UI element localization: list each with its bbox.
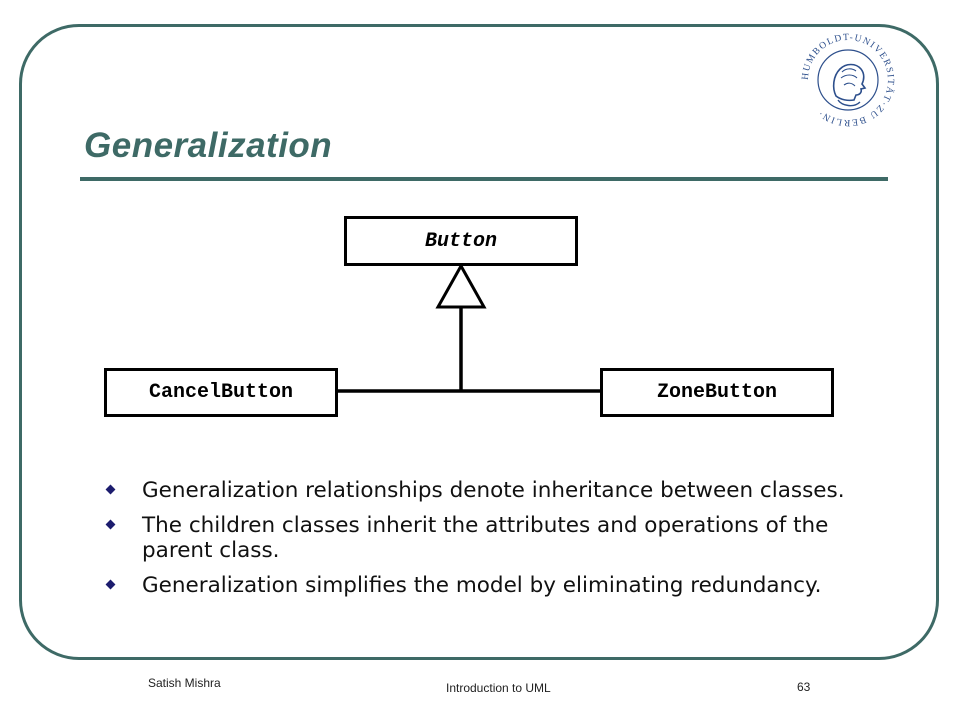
footer-course: Introduction to UML <box>446 681 551 695</box>
slide-title: Generalization <box>84 126 333 165</box>
bullet-item <box>104 573 884 598</box>
bullet-list <box>104 478 884 608</box>
class-button <box>344 216 578 266</box>
bullet-item <box>104 513 884 563</box>
bullet-text: The children classes inherit the attributes and operations of the parent class. <box>142 513 829 563</box>
diamond-bullet-icon <box>106 520 116 530</box>
diamond-bullet-icon <box>106 485 116 495</box>
footer-page-number: 63 <box>797 680 811 694</box>
bullet-text: Generalization simplifies the model by eliminating redundancy. <box>142 573 822 598</box>
bullet-item <box>104 478 884 503</box>
class-button-label: Button <box>424 229 497 253</box>
class-zonebutton <box>600 368 834 417</box>
title-underline <box>80 177 888 181</box>
bullet-text: Generalization relationships denote inheritance between classes. <box>142 478 845 503</box>
class-cancelbutton-label: CancelButton <box>148 381 294 404</box>
diamond-bullet-icon <box>106 580 116 590</box>
class-zonebutton-label: ZoneButton <box>656 381 778 404</box>
footer-author: Satish Mishra <box>148 676 221 690</box>
university-seal-logo <box>796 28 900 132</box>
svg-text:HUMBOLDT-UNIVERSITÄT·ZU BERLIN: HUMBOLDT-UNIVERSITÄT·ZU BERLIN· <box>800 32 896 128</box>
class-cancelbutton <box>104 368 338 417</box>
